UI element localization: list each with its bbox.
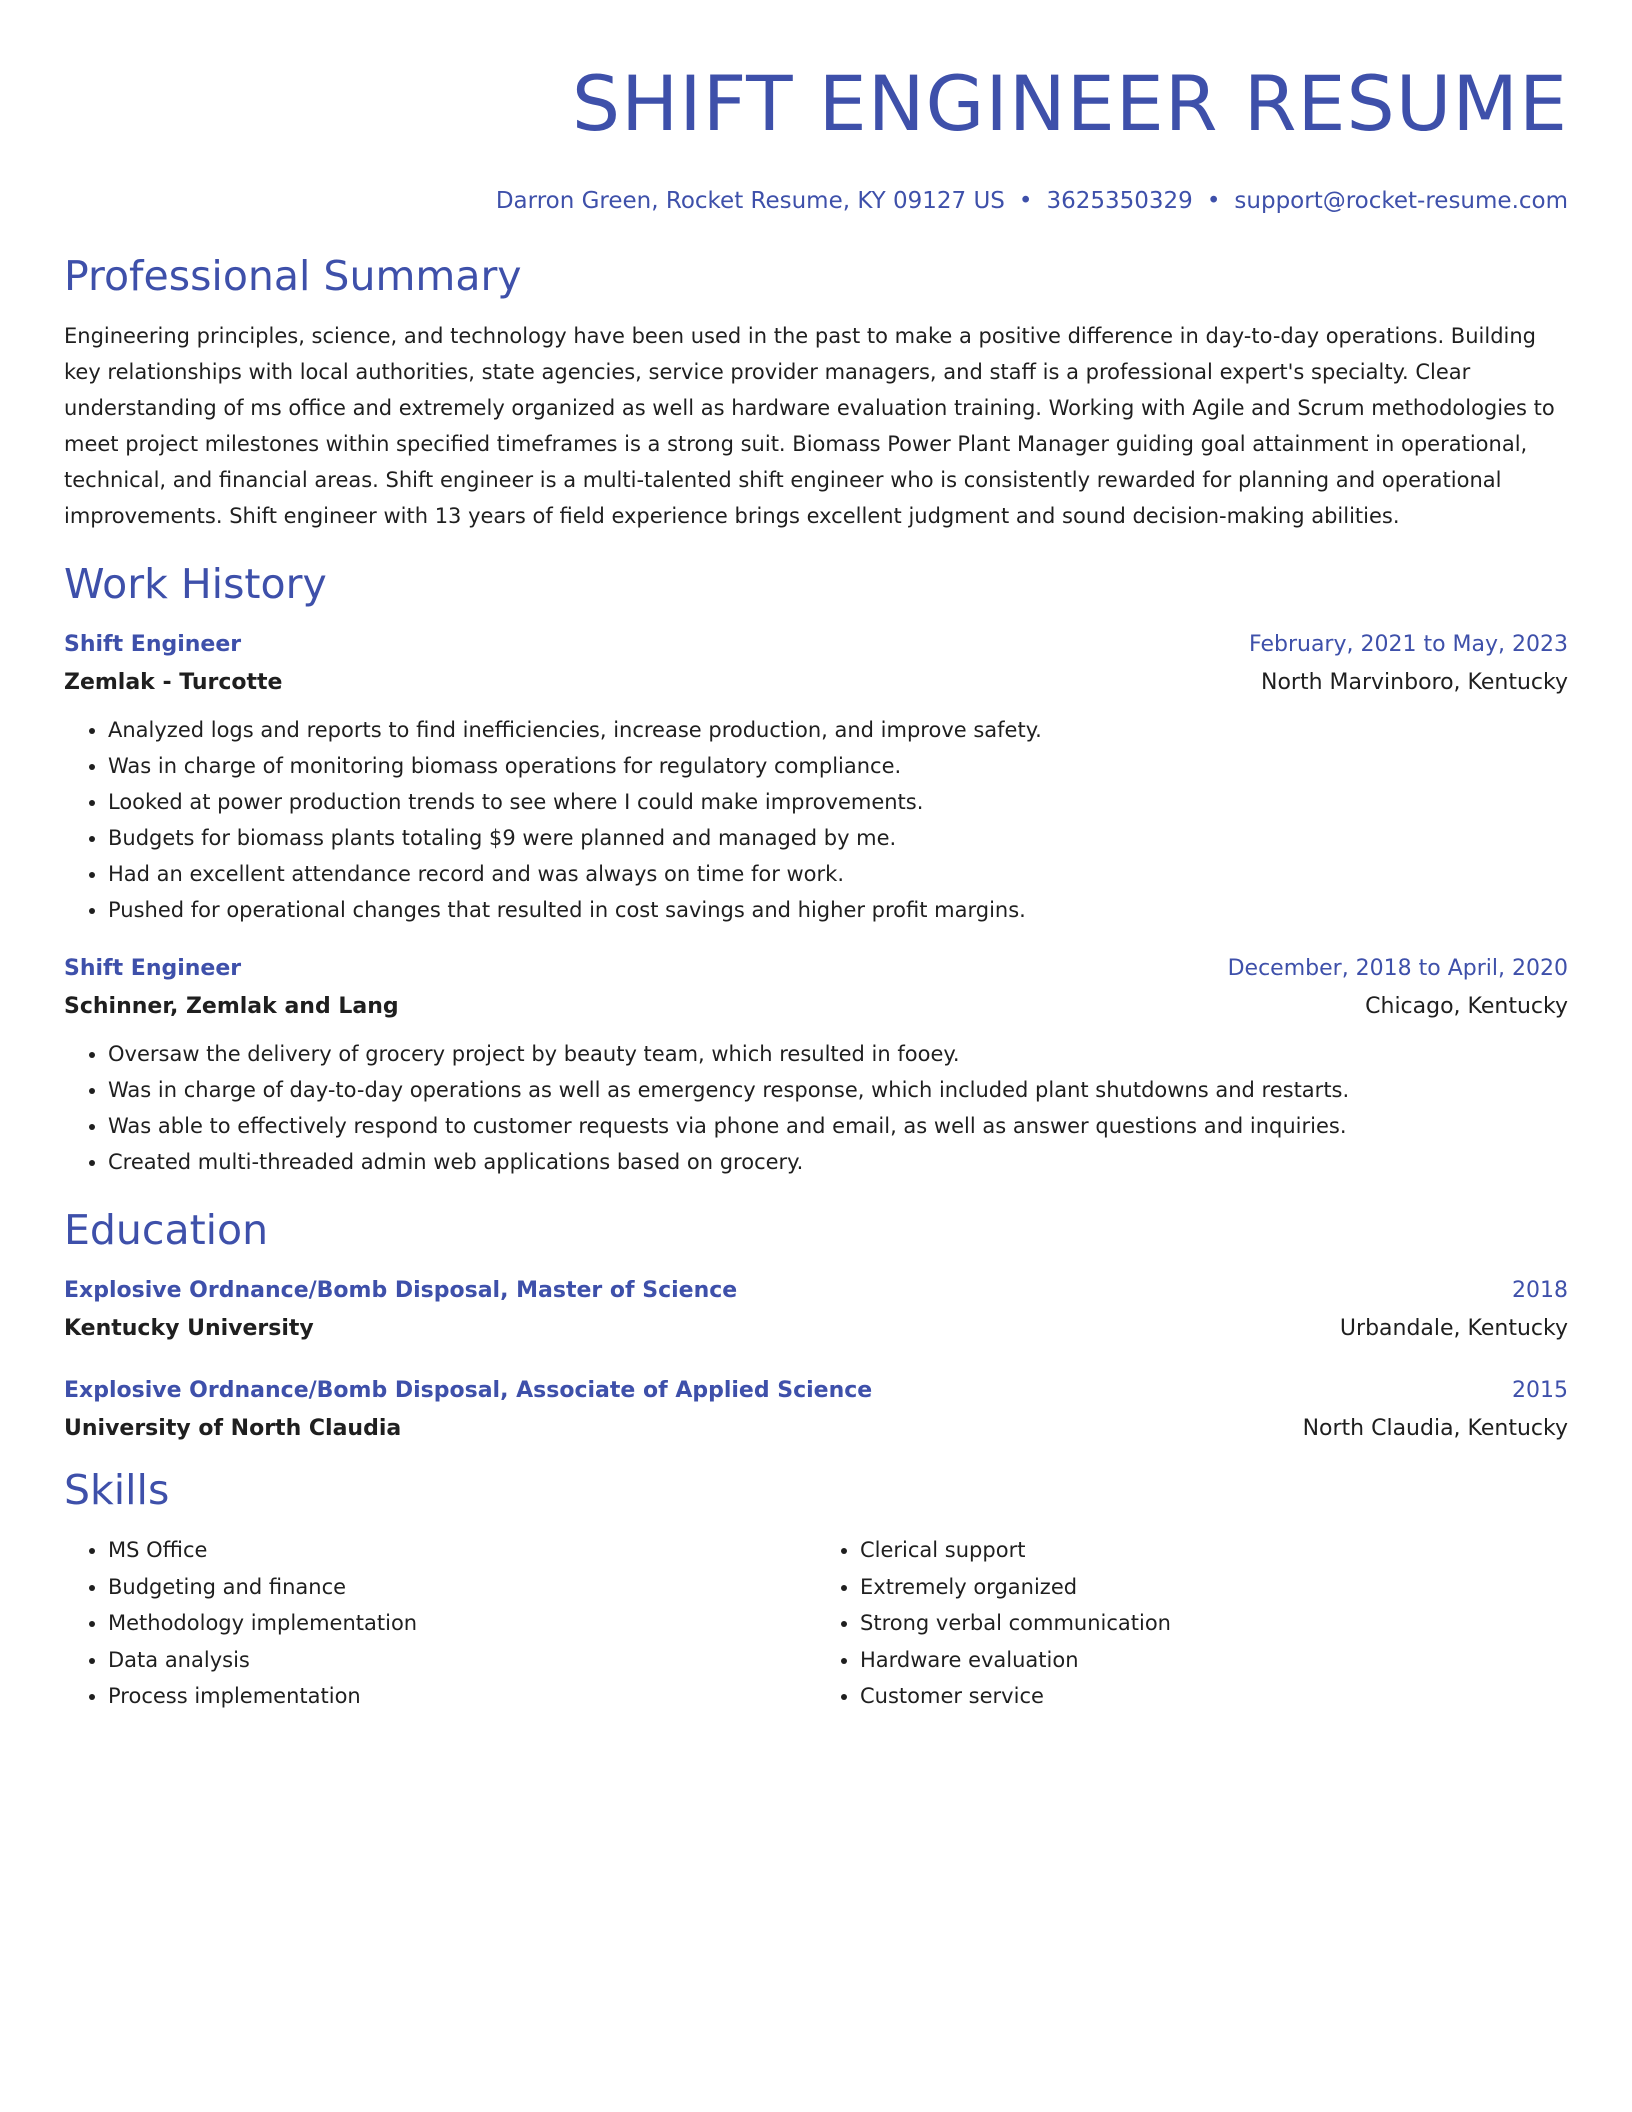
job-bullet: • Oversaw the delivery of grocery project by beauty team, which resulted in fooey. (108, 1036, 1568, 1072)
contact-address: Darron Green, Rocket Resume, KY 09127 US (495, 188, 1005, 214)
education-entry (64, 1276, 1568, 1344)
job-title-row (64, 954, 1568, 984)
education-school: Kentucky University (64, 1316, 314, 1341)
education-year: 2015 (1512, 1378, 1568, 1403)
job-entry (64, 954, 1568, 1180)
skill-item: • Data analysis (108, 1642, 816, 1679)
education-school-row (64, 1414, 1568, 1444)
job-entry (64, 630, 1568, 928)
education-heading: Education (64, 1206, 269, 1254)
education-location: North Claudia, Kentucky (1302, 1416, 1568, 1441)
education-degree: Explosive Ordnance/Bomb Disposal, Associate of Applied Science (64, 1378, 873, 1403)
skill-item: • Clerical support (860, 1532, 1568, 1569)
resume-page (64, 0, 1568, 1715)
education-location: Urbandale, Kentucky (1339, 1316, 1568, 1341)
contact-email: support@rocket-resume.com (1234, 188, 1568, 214)
job-bullet: • Was able to effectively respond to customer requests via phone and email, as well as answer questions and inquiries. (108, 1108, 1568, 1144)
job-bullet: • Analyzed logs and reports to find inefficiencies, increase production, and improve safety. (108, 712, 1568, 748)
skill-item: • Process implementation (108, 1678, 816, 1715)
job-location: North Marvinboro, Kentucky (1261, 670, 1568, 695)
resume-title: SHIFT ENGINEER RESUME (571, 59, 1568, 148)
job-bullet: • Budgets for biomass plants totaling $9 were planned and managed by me. (108, 820, 1568, 856)
job-bullet: • Pushed for operational changes that resulted in cost savings and higher profit margins. (108, 892, 1568, 928)
job-bullet: • Had an excellent attendance record and was always on time for work. (108, 856, 1568, 892)
job-dates: December, 2018 to April, 2020 (1227, 956, 1568, 981)
job-company: Zemlak - Turcotte (64, 670, 283, 695)
education-degree-row (64, 1276, 1568, 1306)
job-title-row (64, 630, 1568, 660)
job-bullet: • Was in charge of monitoring biomass operations for regulatory compliance. (108, 748, 1568, 784)
contact-line (64, 186, 1568, 216)
summary-heading: Professional Summary (64, 252, 522, 300)
skills-column-right (816, 1532, 1568, 1715)
job-company-row (64, 992, 1568, 1022)
skill-item: • Budgeting and finance (108, 1569, 816, 1606)
skills-column-left (64, 1532, 816, 1715)
skill-item: • MS Office (108, 1532, 816, 1569)
job-bullets (64, 712, 1568, 928)
job-company: Schinner, Zemlak and Lang (64, 994, 399, 1019)
skills-list (64, 1532, 1568, 1715)
job-bullet: • Created multi-threaded admin web applications based on grocery. (108, 1144, 1568, 1180)
job-location: Chicago, Kentucky (1365, 994, 1568, 1019)
job-title: Shift Engineer (64, 956, 242, 981)
job-title: Shift Engineer (64, 632, 242, 657)
skills-heading: Skills (64, 1466, 170, 1514)
skill-item: • Strong verbal communication (860, 1605, 1568, 1642)
job-bullet: • Was in charge of day-to-day operations as well as emergency response, which included plant shutdowns and restarts. (108, 1072, 1568, 1108)
skill-item: • Extremely organized (860, 1569, 1568, 1606)
education-year: 2018 (1512, 1278, 1568, 1303)
education-school: University of North Claudia (64, 1416, 402, 1441)
skill-item: • Customer service (860, 1678, 1568, 1715)
job-dates: February, 2021 to May, 2023 (1249, 632, 1568, 657)
job-company-row (64, 668, 1568, 698)
education-school-row (64, 1314, 1568, 1344)
job-bullet: • Looked at power production trends to see where I could make improvements. (108, 784, 1568, 820)
job-bullets (64, 1036, 1568, 1180)
education-degree-row (64, 1376, 1568, 1406)
contact-phone: 3625350329 (1046, 188, 1193, 214)
contact-separator: • (1018, 188, 1033, 214)
contact-separator: • (1206, 188, 1221, 214)
skill-item: • Hardware evaluation (860, 1642, 1568, 1679)
education-degree: Explosive Ordnance/Bomb Disposal, Master of Science (64, 1278, 738, 1303)
work-history-heading: Work History (64, 560, 327, 608)
education-entry (64, 1376, 1568, 1444)
skill-item: • Methodology implementation (108, 1605, 816, 1642)
summary-text: Engineering principles, science, and technology have been used in the past to make a positive difference in day-to-day operations. Building key relationships with local authorities, state agencies, service provider managers, and staff is a professional expert's specialty. Clear understanding of ms office and extremely organized as well as hardware evaluation training. Working with Agile and Scrum methodologies to meet project milestones within specified timeframes is a strong suit. Biomass Power Plant Manager guiding goal attainment in operational, technical, and financial areas. Shift engineer is a multi-talented shift engineer who is consistently rewarded for planning and operational improvements. Shift engineer with 13 years of field experience brings excellent judgment and sound decision-making abilities. (64, 324, 1555, 528)
